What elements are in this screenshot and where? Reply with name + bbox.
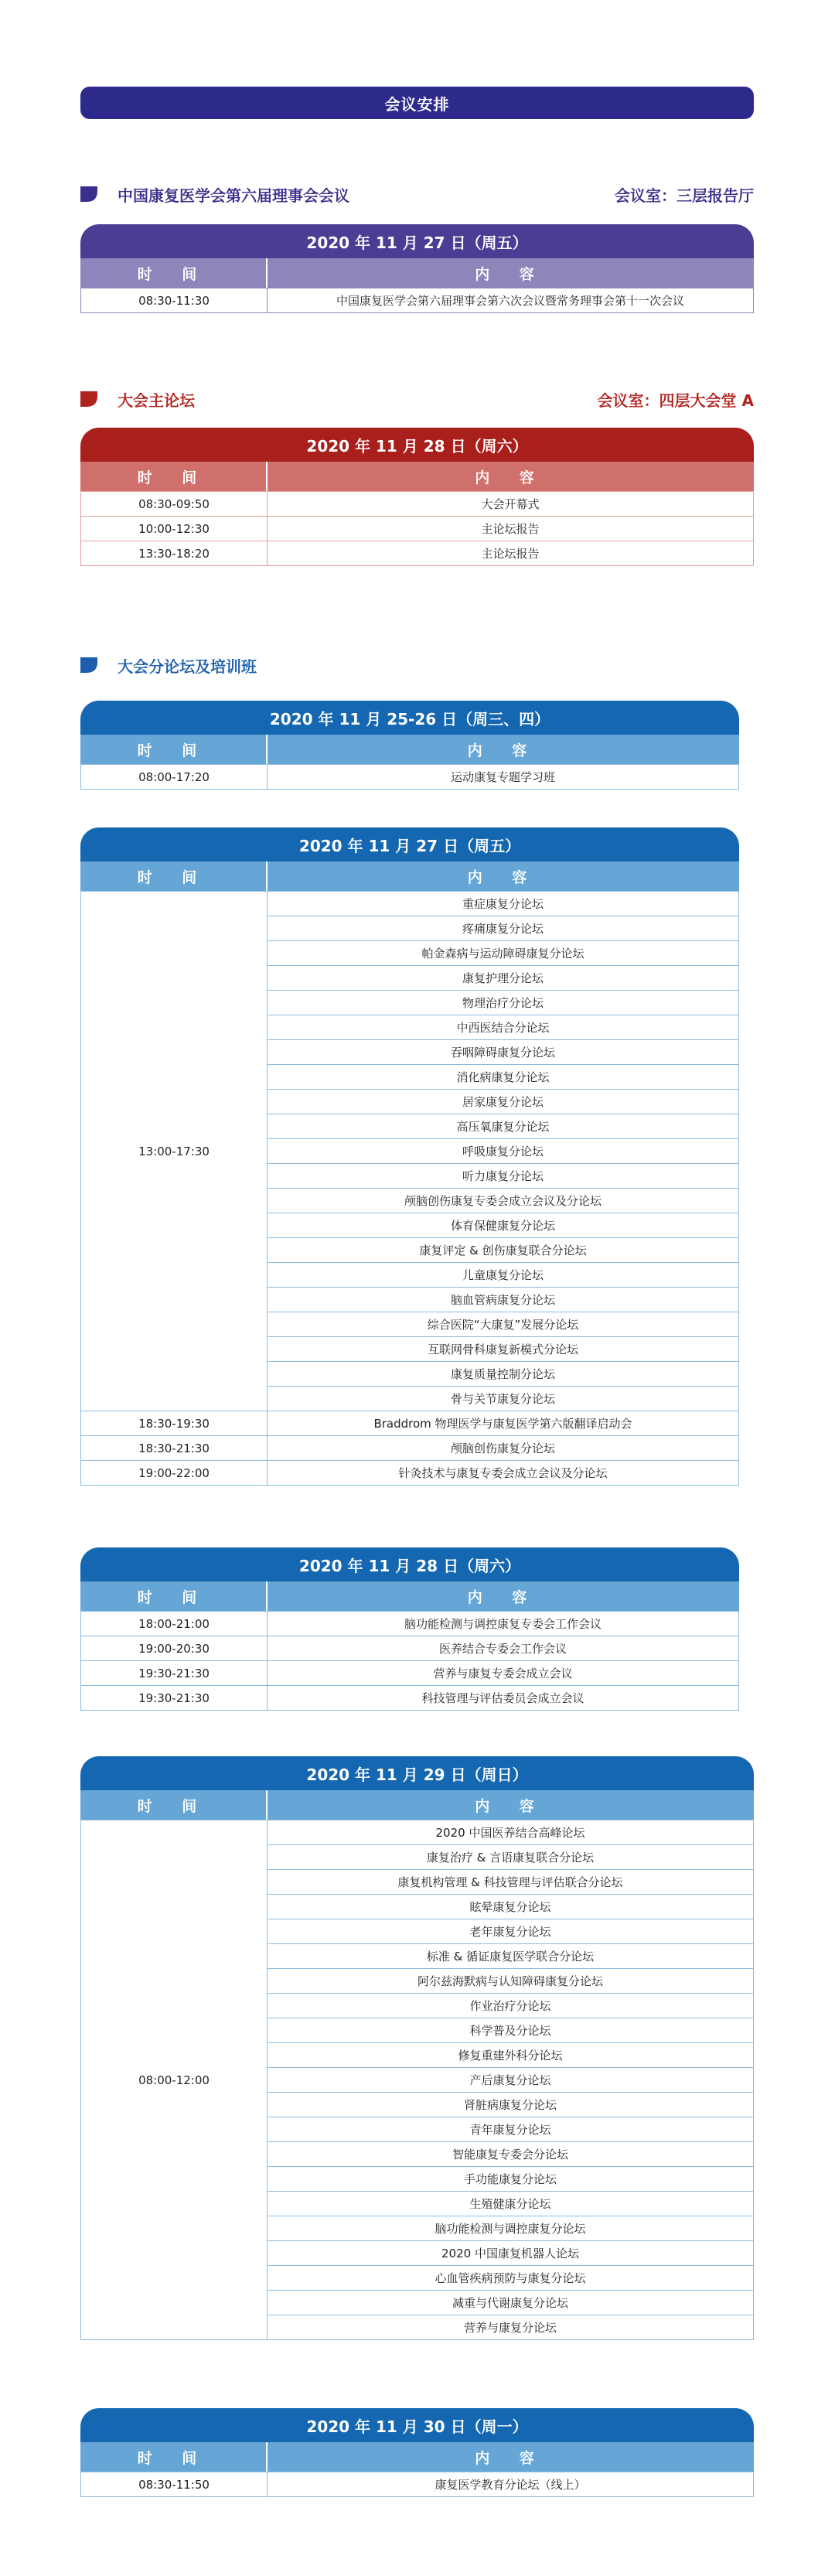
table-row — [81, 1686, 739, 1711]
content-cell: 针灸技术与康复专委会成立会议及分论坛 — [268, 1461, 739, 1486]
table-row — [81, 765, 739, 790]
time-column-header: 时 间 — [80, 1790, 268, 1820]
time-cell: 18:30-19:30 — [81, 1411, 268, 1436]
content-cell: 手功能康复分论坛 — [268, 2167, 754, 2192]
time-column-header: 时 间 — [80, 462, 268, 491]
content-cell: 疼痛康复分论坛 — [268, 916, 739, 941]
content-cell: 营养与康复分论坛 — [268, 2315, 754, 2340]
table-header-row — [80, 862, 739, 891]
content-cell: 体育保健康复分论坛 — [268, 1213, 739, 1238]
table-header-row — [80, 258, 754, 288]
time-column-header: 时 间 — [80, 2442, 268, 2472]
schedule-block — [80, 701, 739, 790]
content-cell: 康复治疗 & 言语康复联合分论坛 — [268, 1845, 754, 1870]
content-cell: 中国康复医学会第六届理事会第六次会议暨常务理事会第十一次会议 — [268, 288, 754, 313]
time-cell: 19:30-21:30 — [81, 1686, 268, 1711]
content-cell: 标准 & 循证康复医学联合分论坛 — [268, 1944, 754, 1969]
section-name: 大会分论坛及培训班 — [118, 657, 257, 676]
time-cell: 10:00-12:30 — [81, 517, 268, 541]
table-row — [81, 492, 754, 517]
content-cell: 重症康复分论坛 — [268, 892, 739, 916]
section-name: 中国康复医学会第六届理事会会议 — [118, 186, 349, 205]
content-cell: 物理治疗分论坛 — [268, 991, 739, 1015]
schedule-block — [80, 428, 754, 566]
time-cell: 08:00-17:20 — [81, 765, 268, 790]
content-column-header: 内 容 — [467, 1588, 540, 1606]
content-cell: 综合医院“大康复”发展分论坛 — [268, 1312, 739, 1337]
content-cell: 营养与康复专委会成立会议 — [268, 1661, 739, 1686]
time-column-header: 时 间 — [80, 258, 268, 288]
schedule-block — [80, 2408, 754, 2497]
time-column-header: 时 间 — [80, 735, 268, 764]
content-cell: 中西医结合分论坛 — [268, 1015, 739, 1040]
schedule-table — [80, 891, 739, 1486]
table-row — [81, 517, 754, 541]
time-cell: 13:00-17:30 — [81, 892, 268, 1411]
content-cell: Braddrom 物理医学与康复医学第六版翻译启动会 — [268, 1411, 739, 1436]
content-cell: 科学普及分论坛 — [268, 2018, 754, 2043]
content-cell: 脑血管病康复分论坛 — [268, 1288, 739, 1312]
content-cell: 生殖健康分论坛 — [268, 2192, 754, 2216]
schedule-table — [80, 491, 754, 566]
content-cell: 老年康复分论坛 — [268, 1919, 754, 1944]
content-cell: 居家康复分论坛 — [268, 1090, 739, 1114]
table-row — [81, 1411, 739, 1436]
block-date-header: 2020 年 11 月 28 日（周六） — [80, 428, 754, 462]
content-cell: 减重与代谢康复分论坛 — [268, 2291, 754, 2315]
content-cell: 2020 中国医养结合高峰论坛 — [268, 1820, 754, 1845]
section-marker-icon — [80, 657, 97, 673]
section-name: 大会主论坛 — [118, 391, 195, 410]
schedule-block — [80, 827, 739, 1486]
time-cell: 08:00-12:00 — [81, 1820, 268, 2340]
content-cell: 大会开幕式 — [268, 492, 754, 517]
time-cell: 19:00-22:00 — [81, 1461, 268, 1486]
banner-title: 会议安排 — [384, 94, 450, 114]
time-cell: 19:30-21:30 — [81, 1661, 268, 1686]
content-cell: 吞咽障碍康复分论坛 — [268, 1040, 739, 1065]
content-cell: 2020 中国康复机器人论坛 — [268, 2241, 754, 2266]
content-cell: 呼吸康复分论坛 — [268, 1139, 739, 1164]
section-room: 会议室：三层报告厅 — [615, 186, 754, 205]
content-cell: 消化病康复分论坛 — [268, 1065, 739, 1090]
section-title-council — [80, 180, 754, 208]
time-cell: 08:30-11:50 — [81, 2472, 268, 2497]
content-column-header: 内 容 — [475, 2449, 547, 2467]
content-column-header: 内 容 — [467, 742, 540, 759]
content-cell: 主论坛报告 — [268, 541, 754, 566]
section-room: 会议室：四层大会堂 A — [597, 391, 754, 410]
schedule-table — [80, 1820, 754, 2340]
content-cell: 颅脑创伤康复专委会成立会议及分论坛 — [268, 1189, 739, 1213]
content-cell: 康复评定 & 创伤康复联合分论坛 — [268, 1238, 739, 1263]
content-cell: 修复重建外科分论坛 — [268, 2043, 754, 2068]
content-cell: 康复机构管理 & 科技管理与评估联合分论坛 — [268, 1870, 754, 1895]
content-column-header: 内 容 — [475, 265, 547, 283]
section-title-main-forum — [80, 385, 754, 413]
table-row — [81, 892, 739, 916]
content-cell: 儿童康复分论坛 — [268, 1263, 739, 1288]
content-cell: 脑功能检测与调控康复专委会工作会议 — [268, 1612, 739, 1636]
time-cell: 18:00-21:00 — [81, 1612, 268, 1636]
content-cell: 心血管疾病预防与康复分论坛 — [268, 2266, 754, 2291]
table-header-row — [80, 2442, 754, 2472]
content-cell: 肾脏病康复分论坛 — [268, 2093, 754, 2117]
content-cell: 互联网骨科康复新模式分论坛 — [268, 1337, 739, 1362]
content-cell: 颅脑创伤康复分论坛 — [268, 1436, 739, 1461]
schedule-block — [80, 224, 754, 313]
content-cell: 听力康复分论坛 — [268, 1164, 739, 1189]
time-column-header: 时 间 — [80, 862, 268, 891]
schedule-block — [80, 1547, 739, 1711]
content-cell: 科技管理与评估委员会成立会议 — [268, 1686, 739, 1711]
block-date-header: 2020 年 11 月 29 日（周日） — [80, 1756, 754, 1790]
time-cell: 19:00-20:30 — [81, 1636, 268, 1661]
time-cell: 08:30-09:50 — [81, 492, 268, 517]
table-row — [81, 1436, 739, 1461]
table-row — [81, 541, 754, 566]
content-cell: 阿尔兹海默病与认知障碍康复分论坛 — [268, 1969, 754, 1994]
content-cell: 青年康复分论坛 — [268, 2117, 754, 2142]
table-header-row — [80, 462, 754, 491]
table-row — [81, 1612, 739, 1636]
block-date-header: 2020 年 11 月 27 日（周五） — [80, 224, 754, 258]
time-cell: 13:30-18:20 — [81, 541, 268, 566]
content-cell: 脑功能检测与调控康复分论坛 — [268, 2216, 754, 2241]
content-cell: 康复质量控制分论坛 — [268, 1362, 739, 1387]
table-header-row — [80, 1581, 739, 1611]
block-date-header: 2020 年 11 月 30 日（周一） — [80, 2408, 754, 2442]
content-cell: 骨与关节康复分论坛 — [268, 1387, 739, 1411]
block-date-header: 2020 年 11 月 28 日（周六） — [80, 1547, 739, 1581]
schedule-block — [80, 1756, 754, 2340]
content-cell: 智能康复专委会分论坛 — [268, 2142, 754, 2167]
schedule-table — [80, 2472, 754, 2497]
table-row — [81, 1636, 739, 1661]
table-row — [81, 1820, 754, 1845]
block-date-header: 2020 年 11 月 27 日（周五） — [80, 827, 739, 862]
content-column-header: 内 容 — [475, 469, 547, 486]
schedule-table — [80, 288, 754, 313]
table-header-row — [80, 1790, 754, 1820]
content-cell: 高压氧康复分论坛 — [268, 1114, 739, 1139]
table-header-row — [80, 735, 739, 764]
content-cell: 康复医学教育分论坛（线上） — [268, 2472, 754, 2497]
table-row — [81, 1661, 739, 1686]
section-marker-icon — [80, 391, 97, 407]
content-cell: 主论坛报告 — [268, 517, 754, 541]
table-row — [81, 2472, 754, 2497]
time-cell: 18:30-21:30 — [81, 1436, 268, 1461]
content-column-header: 内 容 — [475, 1797, 547, 1815]
time-column-header: 时 间 — [80, 1581, 268, 1611]
content-column-header: 内 容 — [467, 868, 540, 886]
section-title-sub-forums — [80, 651, 754, 679]
content-cell: 运动康复专题学习班 — [268, 765, 739, 790]
time-cell: 08:30-11:30 — [81, 288, 268, 313]
content-cell: 医养结合专委会工作会议 — [268, 1636, 739, 1661]
block-date-header: 2020 年 11 月 25-26 日（周三、四） — [80, 701, 739, 735]
content-cell: 产后康复分论坛 — [268, 2068, 754, 2093]
section-marker-icon — [80, 186, 97, 202]
content-cell: 作业治疗分论坛 — [268, 1994, 754, 2018]
table-row — [81, 288, 754, 313]
table-row — [81, 1461, 739, 1486]
schedule-table — [80, 1611, 739, 1711]
content-cell: 眩晕康复分论坛 — [268, 1895, 754, 1919]
page-banner — [80, 87, 754, 119]
schedule-table — [80, 764, 739, 790]
content-cell: 康复护理分论坛 — [268, 966, 739, 991]
content-cell: 帕金森病与运动障碍康复分论坛 — [268, 941, 739, 966]
